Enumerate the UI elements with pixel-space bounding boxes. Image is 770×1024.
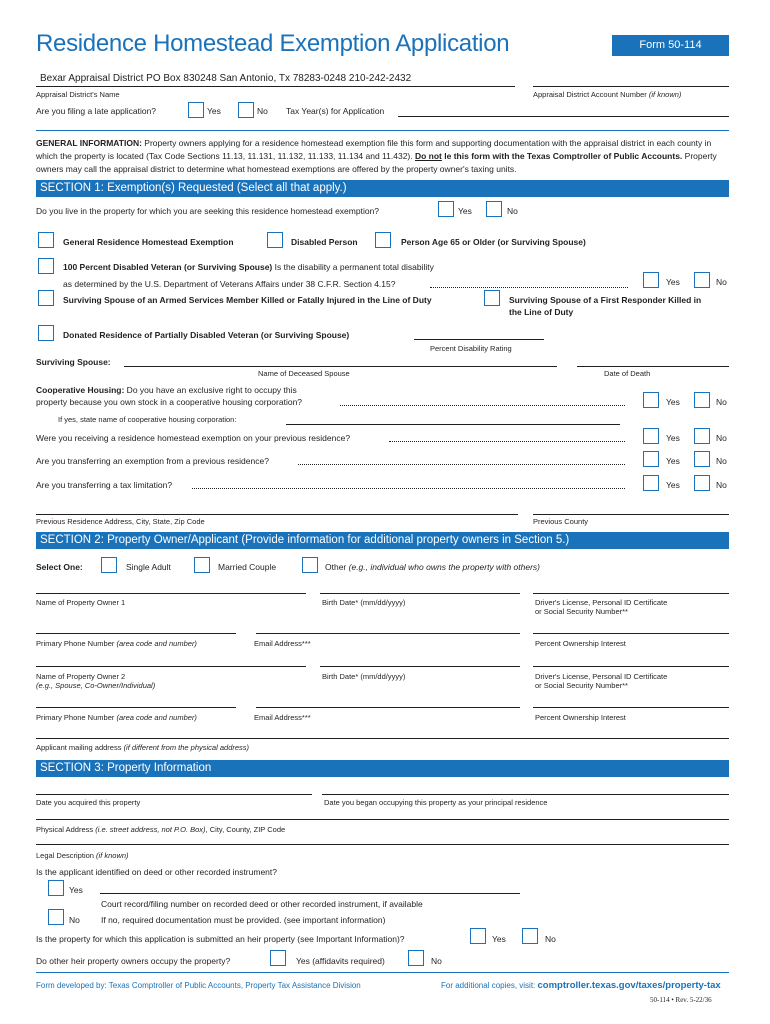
owner1-ownership-field[interactable] <box>533 633 729 634</box>
owner1-birth-field[interactable] <box>320 593 520 594</box>
general-exemption-checkbox[interactable] <box>38 232 54 248</box>
live-no-label: No <box>507 206 518 216</box>
if-no-label: If no, required documentation must be provided. (see important information) <box>101 915 386 925</box>
coop-yes-checkbox[interactable] <box>643 392 659 408</box>
owner2-ownership-field[interactable] <box>533 707 729 708</box>
owner1-phone-label: Primary Phone Number (area code and number) <box>36 639 197 648</box>
transfer-exemption-question: Are you transferring an exemption from a previous residence? <box>36 456 269 466</box>
footer-url-link[interactable]: comptroller.texas.gov/taxes/property-tax <box>537 980 721 991</box>
other-heirs-no-checkbox[interactable] <box>408 950 424 966</box>
owner2-birth-field[interactable] <box>320 666 520 667</box>
armed-services-label: Surviving Spouse of an Armed Services Member Killed or Fatally Injured in the Line of Duty <box>63 295 432 305</box>
deed-no-label: No <box>69 915 80 925</box>
first-responder-checkbox[interactable] <box>484 290 500 306</box>
owner2-name-label: Name of Property Owner 2 <box>36 672 126 681</box>
coop-housing-question: Cooperative Housing: Do you have an exclusive right to occupy this <box>36 385 297 395</box>
owner1-email-field[interactable] <box>256 633 520 634</box>
legal-description-field[interactable] <box>36 844 729 845</box>
account-number-label: Appraisal District Account Number (if known) <box>533 90 682 99</box>
other-owner-checkbox[interactable] <box>302 557 318 573</box>
late-yes-label: Yes <box>207 106 221 116</box>
deed-yes-checkbox[interactable] <box>48 880 64 896</box>
prev-address-field[interactable] <box>36 514 518 515</box>
footer-developed-by: Form developed by: Texas Comptroller of Public Accounts, Property Tax Assistance Division <box>36 981 361 990</box>
live-yes-label: Yes <box>458 206 472 216</box>
armed-services-checkbox[interactable] <box>38 290 54 306</box>
single-adult-checkbox[interactable] <box>101 557 117 573</box>
prev-exemption-yes-label: Yes <box>666 433 680 443</box>
transfer-tax-question: Are you transferring a tax limitation? <box>36 480 173 490</box>
court-record-label: Court record/filing number on recorded deed or other recorded instrument, if available <box>101 899 423 909</box>
prev-county-field[interactable] <box>533 514 729 515</box>
date-acquired-label: Date you acquired this property <box>36 798 141 807</box>
owner2-email-label: Email Address*** <box>254 713 311 722</box>
date-of-death-label: Date of Death <box>604 369 651 378</box>
first-responder-label-1: Surviving Spouse of a First Responder Killed in <box>509 295 702 305</box>
heir-no-label: No <box>545 934 556 944</box>
heir-no-checkbox[interactable] <box>522 928 538 944</box>
owner2-ownership-label: Percent Ownership Interest <box>535 713 626 722</box>
prev-county-label: Previous County <box>533 517 589 526</box>
live-no-checkbox[interactable] <box>486 201 502 217</box>
date-occupying-label: Date you began occupying this property as your principal residence <box>324 798 548 807</box>
veteran-yes-checkbox[interactable] <box>643 272 659 288</box>
transfer-exemption-yes-label: Yes <box>666 456 680 466</box>
prev-address-label: Previous Residence Address, City, State, Zip Code <box>36 517 205 526</box>
other-heirs-yes-label: Yes (affidavits required) <box>296 956 385 966</box>
single-adult-label: Single Adult <box>126 562 171 572</box>
owner2-dl-field[interactable] <box>533 666 729 667</box>
tax-years-label: Tax Year(s) for Application <box>286 106 385 116</box>
heir-yes-label: Yes <box>492 934 506 944</box>
prev-exemption-no-label: No <box>716 433 727 443</box>
live-in-property-question: Do you live in the property for which you are seeking this residence homestead exemption? <box>36 206 380 216</box>
owner1-dl-field[interactable] <box>533 593 729 594</box>
veteran-100-label: 100 Percent Disabled Veteran (or Surviving Spouse) Is the disability a permanent total disability <box>63 262 434 272</box>
owner2-phone-label: Primary Phone Number (area code and number) <box>36 713 197 722</box>
transfer-exemption-no-label: No <box>716 456 727 466</box>
coop-no-label: No <box>716 397 727 407</box>
coop-yes-label: Yes <box>666 397 680 407</box>
physical-address-field[interactable] <box>36 819 729 820</box>
legal-description-label: Legal Description (if known) <box>36 851 129 860</box>
date-of-death-field[interactable] <box>577 366 729 367</box>
district-name-label: Appraisal District's Name <box>36 90 120 99</box>
heir-yes-checkbox[interactable] <box>470 928 486 944</box>
owner1-phone-field[interactable] <box>36 633 236 634</box>
coop-name-field[interactable] <box>286 424 620 425</box>
late-yes-checkbox[interactable] <box>188 102 204 118</box>
appraisal-district-name-field[interactable]: Bexar Appraisal District PO Box 830248 San Antonio, Tx 78283-0248 210-242-2432 <box>40 73 412 84</box>
late-no-label: No <box>257 106 268 116</box>
other-heirs-yes-checkbox[interactable] <box>270 950 286 966</box>
owner1-ownership-label: Percent Ownership Interest <box>535 639 626 648</box>
owner2-dl-label-1: Driver's License, Personal ID Certificate <box>535 672 668 681</box>
owner2-name-note: (e.g., Spouse, Co-Owner/Individual) <box>36 681 156 690</box>
prev-exemption-yes-checkbox[interactable] <box>643 428 659 444</box>
account-number-field[interactable] <box>533 86 729 87</box>
deed-no-checkbox[interactable] <box>48 909 64 925</box>
footer-revision: 50-114 • Rev. 5-22/36 <box>650 996 712 1004</box>
transfer-tax-yes-label: Yes <box>666 480 680 490</box>
mailing-address-field[interactable] <box>36 738 729 739</box>
select-one-label: Select One: <box>36 562 83 572</box>
coop-housing-line2: property because you own stock in a cooperative housing corporation? <box>36 397 303 407</box>
deceased-name-label: Name of Deceased Spouse <box>258 369 350 378</box>
coop-no-checkbox[interactable] <box>694 392 710 408</box>
mailing-address-label: Applicant mailing address (if different from the physical address) <box>36 743 250 752</box>
age65-label: Person Age 65 or Older (or Surviving Spouse) <box>401 237 586 247</box>
general-information: GENERAL INFORMATION: Property owners applying for a residence homestead exemption file this form and supporting documentation with the appraisal district in each county in which the property is located (Tax Code Sections 11.13, 11.131, 11.132, 11.133, 11.134 and 11.432). Do not le this form with the Texas Comptroller of Public Accounts. Property owners may call the appraisal district to determine what homestead exemptions are offered by the property owner's taxing units. <box>36 138 717 174</box>
surviving-spouse-label: Surviving Spouse: <box>36 357 111 367</box>
owner1-birth-label: Birth Date* (mm/dd/yyyy) <box>322 598 406 607</box>
section-2-heading: SECTION 2: Property Owner/Applicant (Provide information for additional property owners in Section 5.) <box>36 532 729 549</box>
prev-exemption-no-checkbox[interactable] <box>694 428 710 444</box>
married-couple-label: Married Couple <box>218 562 277 572</box>
transfer-exemption-no-checkbox[interactable] <box>694 451 710 467</box>
prev-exemption-question: Were you receiving a residence homestead exemption on your previous residence? <box>36 433 351 443</box>
form-title: Residence Homestead Exemption Application <box>36 30 510 57</box>
veteran-100-line2: as determined by the U.S. Department of Veterans Affairs under 38 C.F.R. Section 4.15? <box>63 279 396 289</box>
owner2-email-field[interactable] <box>256 707 520 708</box>
section-1-heading: SECTION 1: Exemption(s) Requested (Select all that apply.) <box>36 180 729 197</box>
footer-copies: For additional copies, visit: comptroller.texas.gov/taxes/property-tax <box>441 980 721 991</box>
other-heirs-question: Do other heir property owners occupy the property? <box>36 956 231 966</box>
owner2-birth-label: Birth Date* (mm/dd/yyyy) <box>322 672 406 681</box>
age65-checkbox[interactable] <box>375 232 391 248</box>
disabled-person-checkbox[interactable] <box>267 232 283 248</box>
owner1-dl-label-2: or Social Security Number** <box>535 607 628 616</box>
form-number-badge: Form 50-114 <box>612 35 729 56</box>
percent-rating-field[interactable] <box>414 339 544 340</box>
heir-property-question: Is the property for which this application is submitted an heir property (see Important Information)? <box>36 934 405 944</box>
general-exemption-label: General Residence Homestead Exemption <box>63 237 234 247</box>
veteran-no-checkbox[interactable] <box>694 272 710 288</box>
owner1-name-label: Name of Property Owner 1 <box>36 598 126 607</box>
date-acquired-field[interactable] <box>36 794 312 795</box>
donated-residence-label: Donated Residence of Partially Disabled Veteran (or Surviving Spouse) <box>63 330 350 340</box>
percent-rating-label: Percent Disability Rating <box>430 344 512 353</box>
veteran-yes-label: Yes <box>666 277 680 287</box>
late-application-question: Are you filing a late application? <box>36 106 157 116</box>
transfer-tax-no-label: No <box>716 480 727 490</box>
first-responder-label-2: the Line of Duty <box>509 307 574 317</box>
owner1-name-field[interactable] <box>36 593 306 594</box>
married-couple-checkbox[interactable] <box>194 557 210 573</box>
veteran-100-checkbox[interactable] <box>38 258 54 274</box>
disabled-person-label: Disabled Person <box>291 237 358 247</box>
live-yes-checkbox[interactable] <box>438 201 454 217</box>
coop-name-label: If yes, state name of cooperative housing corporation: <box>58 415 237 424</box>
deed-question: Is the applicant identified on deed or other recorded instrument? <box>36 867 277 877</box>
date-occupying-field[interactable] <box>322 794 729 795</box>
owner2-dl-label-2: or Social Security Number** <box>535 681 628 690</box>
other-owner-label: Other (e.g., individual who owns the property with others) <box>325 562 540 572</box>
transfer-exemption-yes-checkbox[interactable] <box>643 451 659 467</box>
late-no-checkbox[interactable] <box>238 102 254 118</box>
owner2-phone-field[interactable] <box>36 707 236 708</box>
physical-address-label: Physical Address (i.e. street address, not P.O. Box), City, County, ZIP Code <box>36 825 286 834</box>
deed-yes-label: Yes <box>69 885 83 895</box>
section-3-heading: SECTION 3: Property Information <box>36 760 729 777</box>
owner1-email-label: Email Address*** <box>254 639 311 648</box>
deceased-name-field[interactable] <box>124 366 557 367</box>
transfer-tax-yes-checkbox[interactable] <box>643 475 659 491</box>
other-heirs-no-label: No <box>431 956 442 966</box>
owner1-dl-label-1: Driver's License, Personal ID Certificate <box>535 598 668 607</box>
donated-residence-checkbox[interactable] <box>38 325 54 341</box>
tax-years-field[interactable] <box>398 116 729 117</box>
veteran-no-label: No <box>716 277 727 287</box>
owner2-name-field[interactable] <box>36 666 306 667</box>
court-record-field[interactable] <box>100 893 520 894</box>
transfer-tax-no-checkbox[interactable] <box>694 475 710 491</box>
